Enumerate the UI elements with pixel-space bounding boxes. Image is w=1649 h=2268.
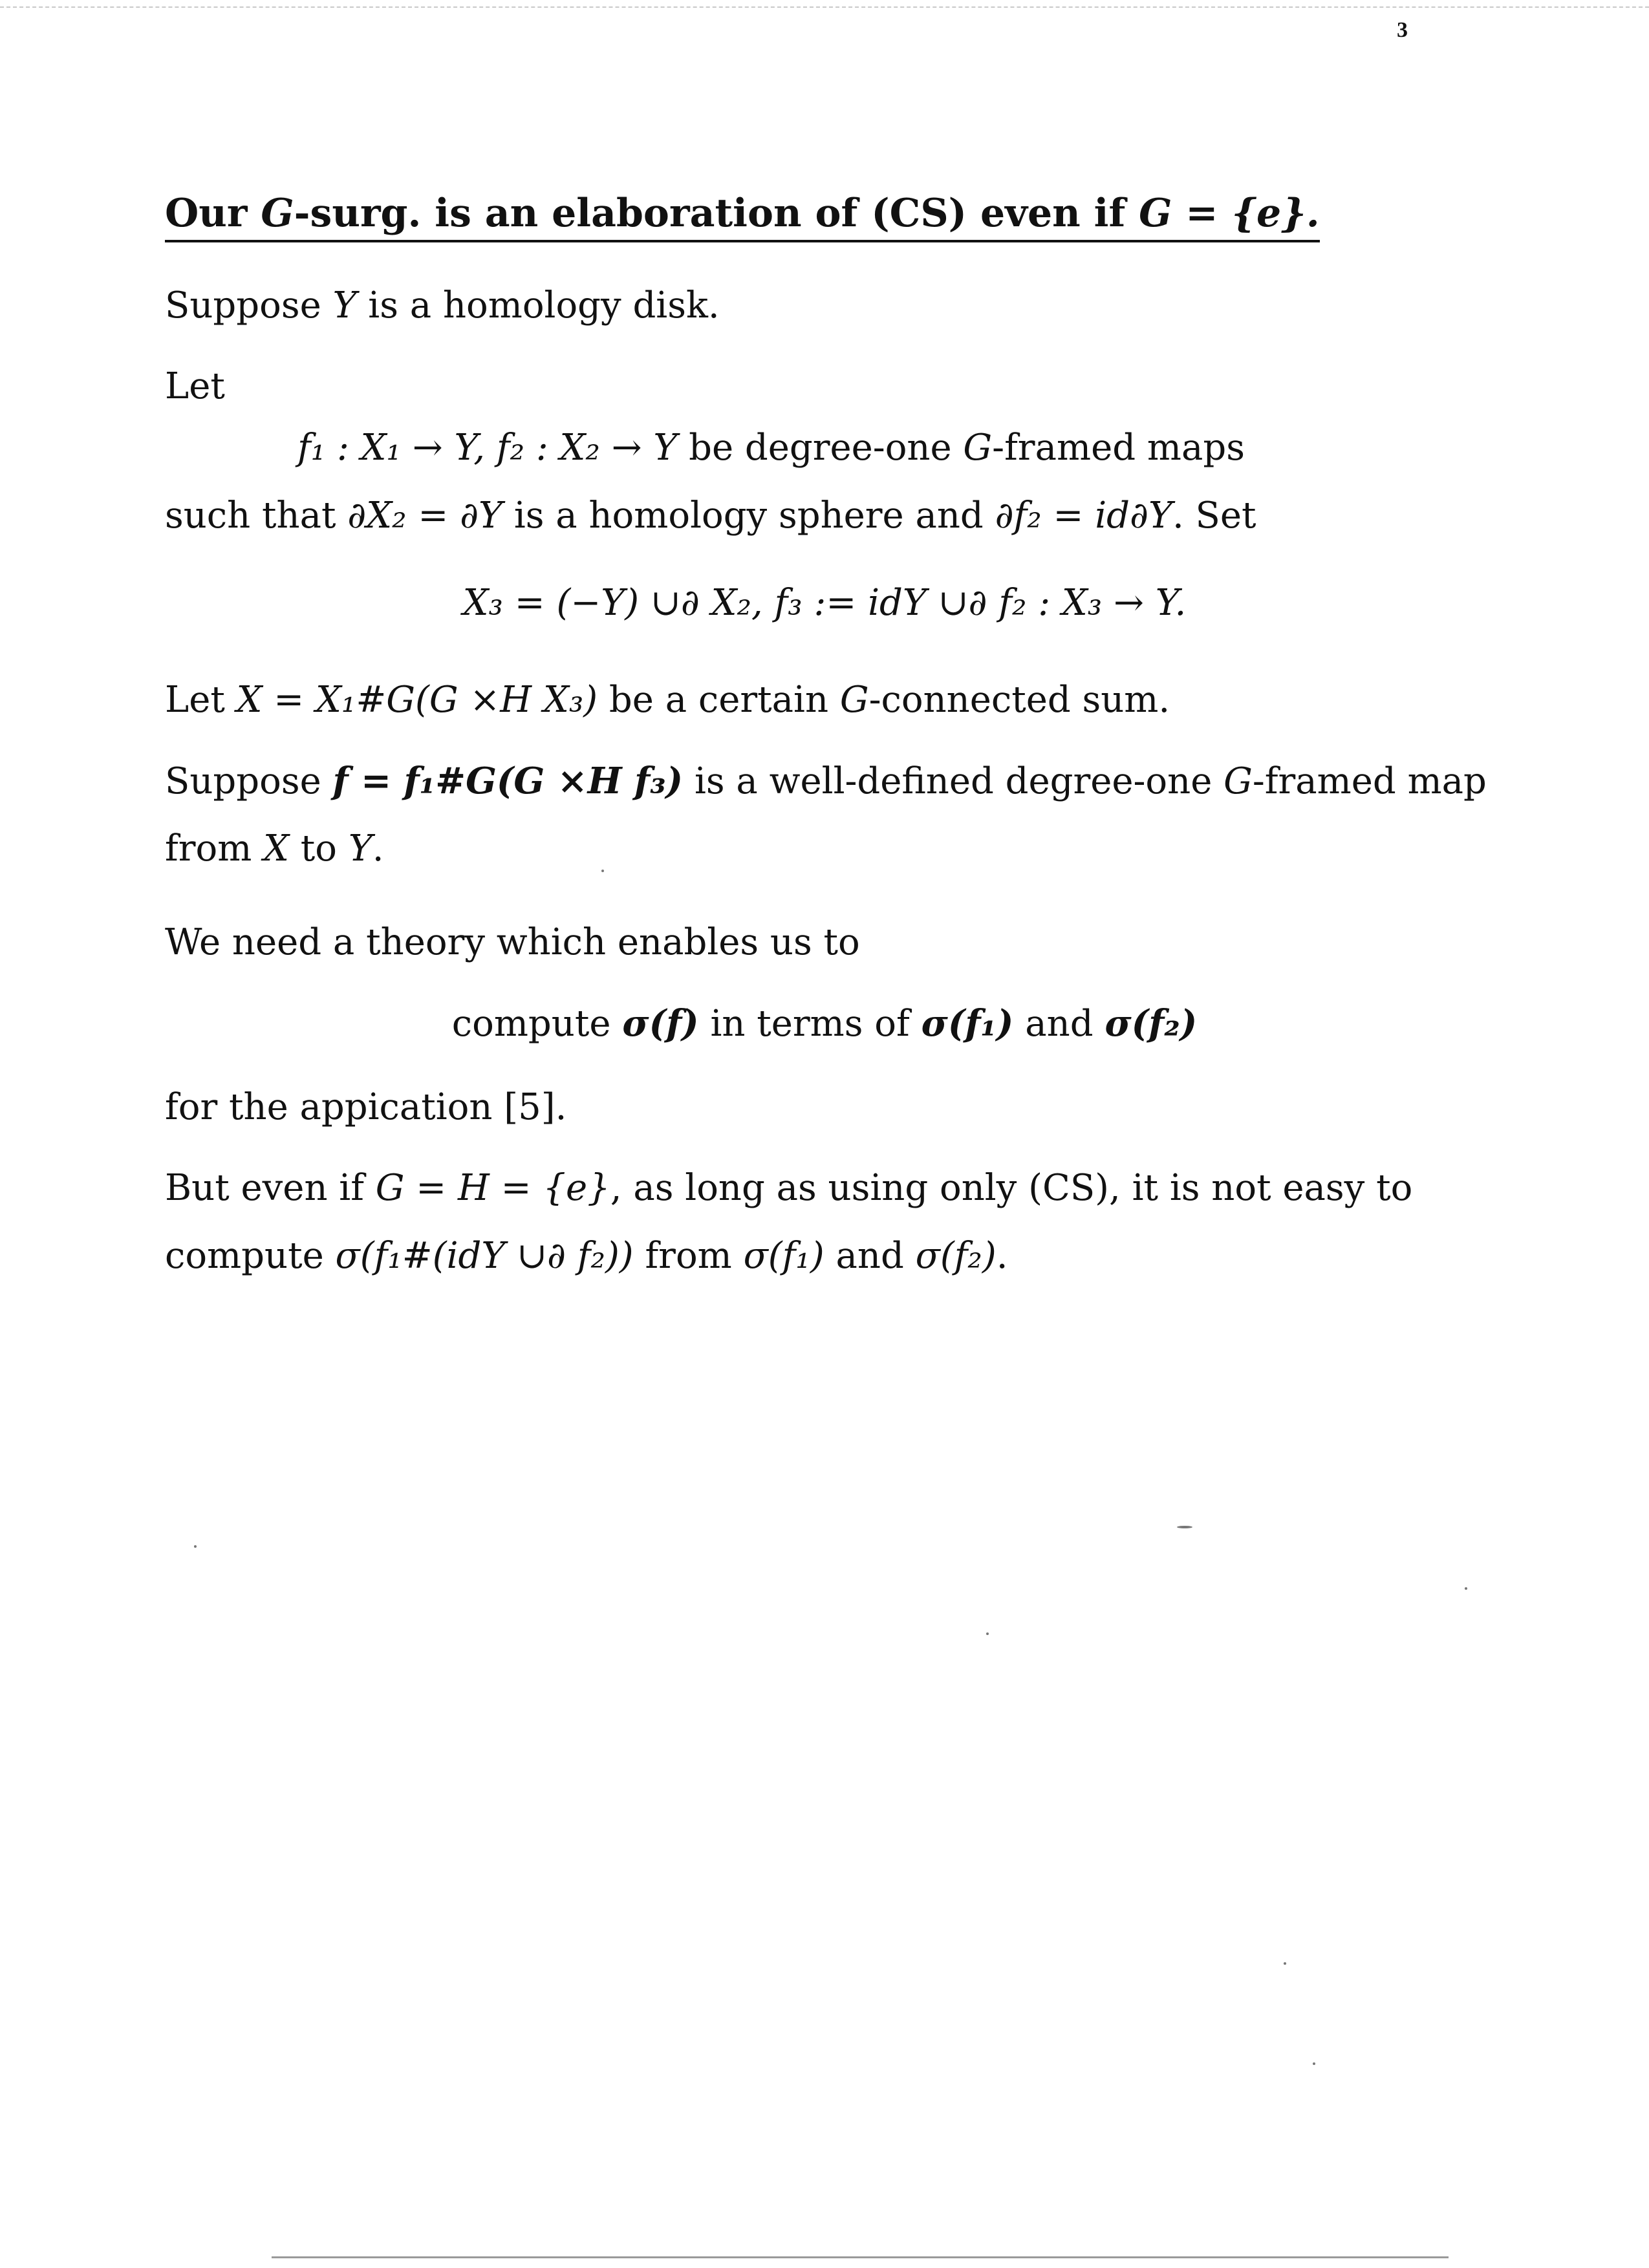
paragraph-theory: We need a theory which enables us to bbox=[165, 921, 860, 963]
page-number: 3 bbox=[1397, 18, 1408, 42]
equation-x3-f3: X₃ = (−Y) ∪∂ X₂, f₃ := idY ∪∂ f₂ : X₃ → Y. bbox=[462, 582, 1187, 624]
paragraph-homology-disk: Suppose Y is a homology disk. bbox=[165, 284, 720, 326]
paragraph-suppose-f: Suppose f = f₁#G(G ×H f₃) is a well-defined degree-one G-framed map bbox=[165, 760, 1487, 802]
paragraph-such-that: such that ∂X₂ = ∂Y is a homology sphere and ∂f₂ = id∂Y. Set bbox=[165, 495, 1256, 537]
equation-compute-sigma: compute σ(f) in terms of σ(f₁) and σ(f₂) bbox=[451, 1002, 1198, 1045]
top-edge-line bbox=[0, 6, 1649, 8]
scan-speck bbox=[1177, 1526, 1192, 1528]
bottom-edge-line bbox=[272, 2256, 1449, 2258]
scan-speck bbox=[1313, 2062, 1315, 2065]
heading: Our G-surg. is an elaboration of (CS) even if G = {e}. bbox=[165, 191, 1320, 242]
scan-speck bbox=[601, 870, 604, 872]
scan-speck bbox=[1465, 1587, 1467, 1590]
paragraph-but-even-if: But even if G = H = {e}, as long as using only (CS), it is not easy to bbox=[165, 1167, 1413, 1209]
paragraph-compute-sigma-sum: compute σ(f₁#(idY ∪∂ f₂)) from σ(f₁) and σ(f₂). bbox=[165, 1235, 1008, 1277]
scan-speck bbox=[1284, 1962, 1286, 1965]
paragraph-connected-sum: Let X = X₁#G(G ×H X₃) be a certain G-connected sum. bbox=[165, 679, 1170, 721]
paragraph-from-x-to-y: from X to Y. bbox=[165, 828, 384, 870]
paragraph-application: for the appication [5]. bbox=[165, 1086, 567, 1128]
scan-speck bbox=[986, 1632, 989, 1635]
paragraph-let: Let bbox=[165, 365, 225, 407]
scan-speck bbox=[194, 1545, 197, 1548]
equation-maps: f₁ : X₁ → Y, f₂ : X₂ → Y be degree-one G-framed maps bbox=[297, 427, 1245, 469]
